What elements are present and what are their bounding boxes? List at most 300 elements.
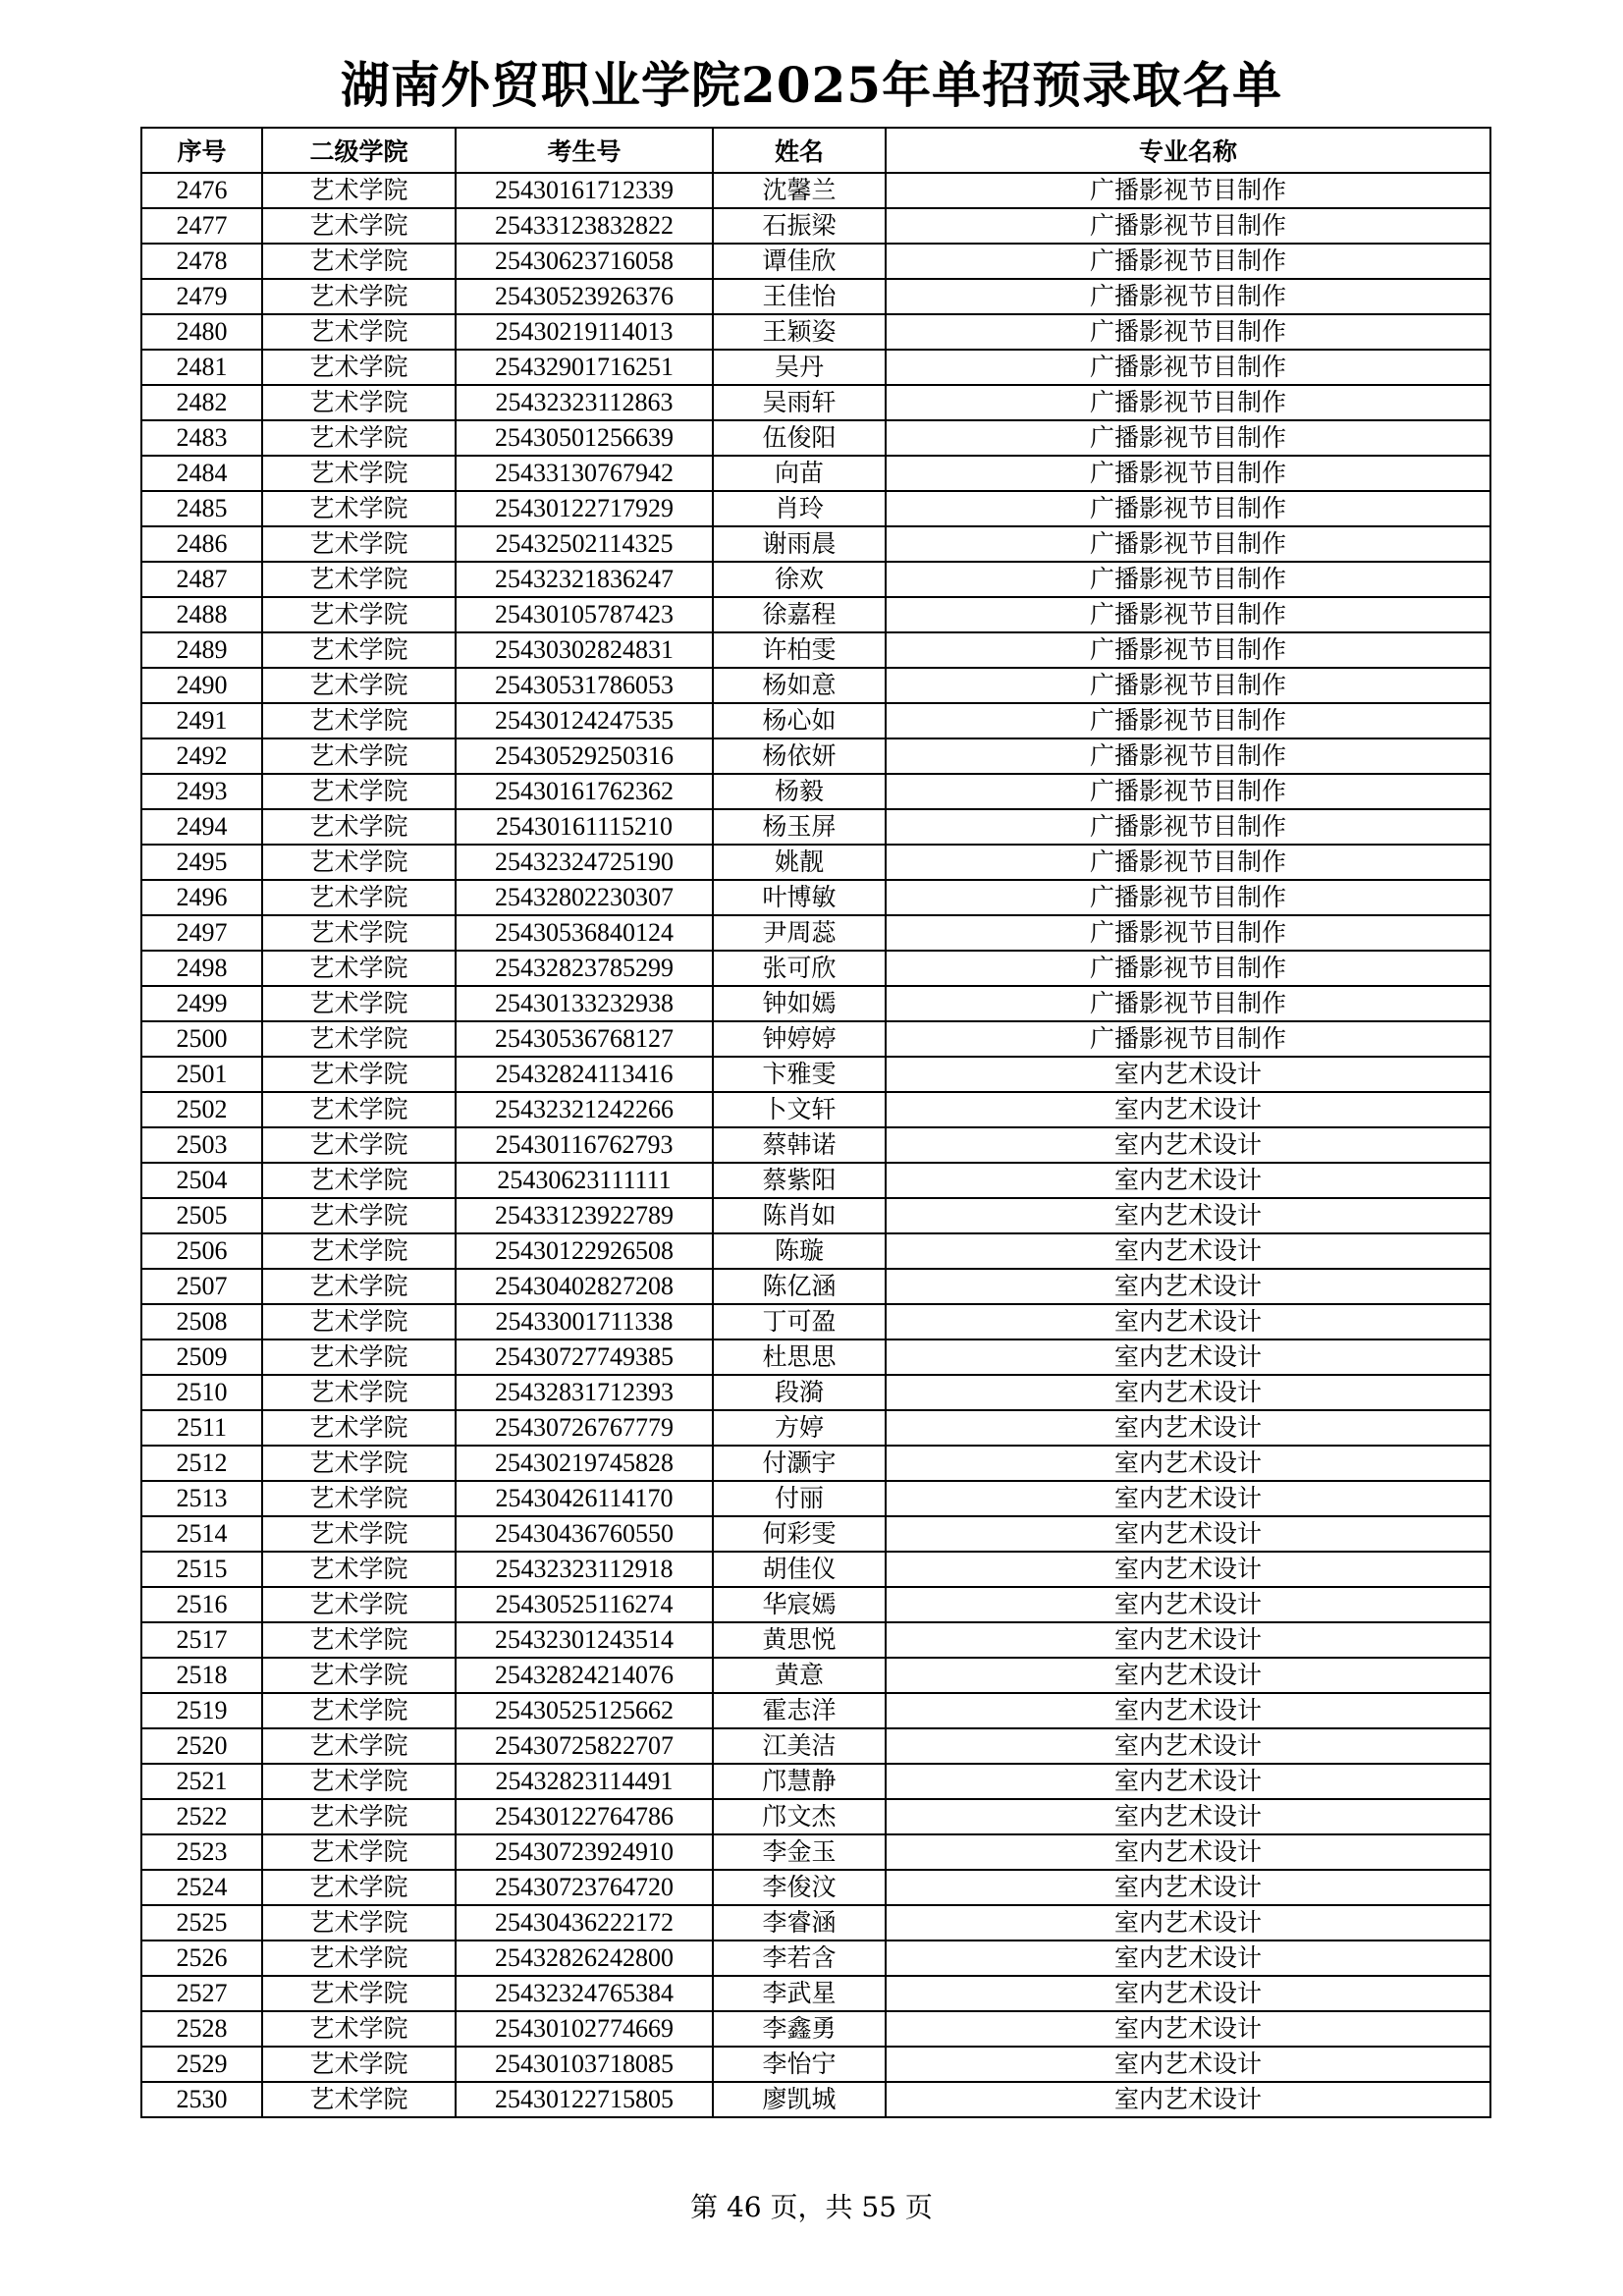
table-row	[141, 1446, 1490, 1481]
row-index: 2526	[141, 1941, 262, 1976]
row-exam-number: 25430161762362	[456, 774, 713, 809]
header-name: 姓名	[713, 128, 886, 173]
row-index: 2508	[141, 1304, 262, 1339]
table-row	[141, 951, 1490, 986]
row-index: 2520	[141, 1728, 262, 1764]
row-exam-number: 25432823114491	[456, 1764, 713, 1799]
row-index: 2519	[141, 1693, 262, 1728]
row-name: 廖凯城	[713, 2082, 886, 2117]
row-exam-number: 25430302824831	[456, 632, 713, 668]
row-exam-number: 25432823785299	[456, 951, 713, 986]
row-name: 黄思悦	[713, 1622, 886, 1658]
row-major: 广播影视节目制作	[886, 350, 1490, 385]
row-index: 2478	[141, 244, 262, 279]
table-row	[141, 632, 1490, 668]
row-index: 2496	[141, 880, 262, 915]
header-major: 专业名称	[886, 128, 1490, 173]
row-exam-number: 25430219745828	[456, 1446, 713, 1481]
row-index: 2483	[141, 420, 262, 456]
row-name: 邝慧静	[713, 1764, 886, 1799]
row-index: 2529	[141, 2047, 262, 2082]
row-major: 室内艺术设计	[886, 1834, 1490, 1870]
row-major: 室内艺术设计	[886, 1339, 1490, 1375]
row-major: 广播影视节目制作	[886, 173, 1490, 208]
row-index: 2505	[141, 1198, 262, 1233]
row-exam-number: 25430103718085	[456, 2047, 713, 2082]
row-major: 室内艺术设计	[886, 1587, 1490, 1622]
row-name: 方婷	[713, 1410, 886, 1446]
row-name: 杨玉屏	[713, 809, 886, 845]
row-index: 2484	[141, 456, 262, 491]
row-college: 艺术学院	[262, 1410, 456, 1446]
row-name: 杨心如	[713, 703, 886, 738]
row-exam-number: 25430529250316	[456, 738, 713, 774]
row-name: 徐欢	[713, 562, 886, 597]
row-exam-number: 25430402827208	[456, 1269, 713, 1304]
table-row	[141, 1304, 1490, 1339]
row-college: 艺术学院	[262, 1905, 456, 1941]
row-college: 艺术学院	[262, 1339, 456, 1375]
row-major: 广播影视节目制作	[886, 491, 1490, 526]
row-college: 艺术学院	[262, 738, 456, 774]
row-index: 2516	[141, 1587, 262, 1622]
table-body	[141, 173, 1490, 2117]
admission-table	[140, 127, 1491, 2118]
table-row	[141, 986, 1490, 1021]
row-college: 艺术学院	[262, 1304, 456, 1339]
row-exam-number: 25430161712339	[456, 173, 713, 208]
row-college: 艺术学院	[262, 1799, 456, 1834]
row-index: 2480	[141, 314, 262, 350]
row-college: 艺术学院	[262, 632, 456, 668]
row-college: 艺术学院	[262, 2047, 456, 2082]
header-college: 二级学院	[262, 128, 456, 173]
row-college: 艺术学院	[262, 1269, 456, 1304]
row-index: 2530	[141, 2082, 262, 2117]
row-major: 广播影视节目制作	[886, 668, 1490, 703]
row-major: 室内艺术设计	[886, 1269, 1490, 1304]
row-college: 艺术学院	[262, 1941, 456, 1976]
row-college: 艺术学院	[262, 1233, 456, 1269]
table-row	[141, 1976, 1490, 2011]
row-index: 2495	[141, 845, 262, 880]
table-row	[141, 208, 1490, 244]
row-major: 室内艺术设计	[886, 1410, 1490, 1446]
table-row	[141, 1552, 1490, 1587]
table-row	[141, 456, 1490, 491]
row-index: 2477	[141, 208, 262, 244]
row-index: 2517	[141, 1622, 262, 1658]
row-exam-number: 25430723764720	[456, 1870, 713, 1905]
table-row	[141, 1481, 1490, 1516]
row-college: 艺术学院	[262, 1057, 456, 1092]
row-index: 2503	[141, 1127, 262, 1163]
row-name: 谢雨晨	[713, 526, 886, 562]
row-major: 室内艺术设计	[886, 1057, 1490, 1092]
table-row	[141, 1799, 1490, 1834]
row-exam-number: 25430219114013	[456, 314, 713, 350]
row-college: 艺术学院	[262, 1127, 456, 1163]
row-index: 2492	[141, 738, 262, 774]
row-major: 室内艺术设计	[886, 1552, 1490, 1587]
row-index: 2476	[141, 173, 262, 208]
row-name: 李金玉	[713, 1834, 886, 1870]
row-name: 沈馨兰	[713, 173, 886, 208]
table-row	[141, 2047, 1490, 2082]
row-name: 许柏雯	[713, 632, 886, 668]
row-major: 室内艺术设计	[886, 2047, 1490, 2082]
row-exam-number: 25432831712393	[456, 1375, 713, 1410]
row-exam-number: 25432301243514	[456, 1622, 713, 1658]
row-major: 广播影视节目制作	[886, 279, 1490, 314]
row-exam-number: 25432324725190	[456, 845, 713, 880]
table-row	[141, 1233, 1490, 1269]
table-row	[141, 1057, 1490, 1092]
table-row	[141, 1127, 1490, 1163]
row-name: 华宸嫣	[713, 1587, 886, 1622]
row-name: 吴丹	[713, 350, 886, 385]
row-college: 艺术学院	[262, 1622, 456, 1658]
row-exam-number: 25430122926508	[456, 1233, 713, 1269]
row-major: 室内艺术设计	[886, 1905, 1490, 1941]
row-name: 杨如意	[713, 668, 886, 703]
row-exam-number: 25430122717929	[456, 491, 713, 526]
row-name: 李睿涵	[713, 1905, 886, 1941]
row-college: 艺术学院	[262, 1163, 456, 1198]
row-major: 室内艺术设计	[886, 1233, 1490, 1269]
table-row	[141, 1622, 1490, 1658]
row-exam-number: 25430436760550	[456, 1516, 713, 1552]
row-major: 室内艺术设计	[886, 1446, 1490, 1481]
row-major: 广播影视节目制作	[886, 845, 1490, 880]
row-college: 艺术学院	[262, 1764, 456, 1799]
table-row	[141, 1905, 1490, 1941]
row-name: 蔡韩诺	[713, 1127, 886, 1163]
row-exam-number: 25433123922789	[456, 1198, 713, 1233]
row-name: 邝文杰	[713, 1799, 886, 1834]
row-index: 2481	[141, 350, 262, 385]
row-exam-number: 25430623716058	[456, 244, 713, 279]
row-major: 广播影视节目制作	[886, 774, 1490, 809]
row-exam-number: 25430122764786	[456, 1799, 713, 1834]
row-college: 艺术学院	[262, 809, 456, 845]
row-major: 广播影视节目制作	[886, 526, 1490, 562]
row-major: 室内艺术设计	[886, 1304, 1490, 1339]
row-major: 广播影视节目制作	[886, 738, 1490, 774]
row-index: 2479	[141, 279, 262, 314]
row-name: 段漪	[713, 1375, 886, 1410]
row-major: 室内艺术设计	[886, 1163, 1490, 1198]
row-exam-number: 25430725822707	[456, 1728, 713, 1764]
row-index: 2514	[141, 1516, 262, 1552]
row-name: 李武星	[713, 1976, 886, 2011]
row-name: 陈璇	[713, 1233, 886, 1269]
row-index: 2501	[141, 1057, 262, 1092]
table-row	[141, 350, 1490, 385]
row-exam-number: 25430133232938	[456, 986, 713, 1021]
table-row	[141, 1728, 1490, 1764]
row-major: 室内艺术设计	[886, 1622, 1490, 1658]
row-exam-number: 25430426114170	[456, 1481, 713, 1516]
table-row	[141, 279, 1490, 314]
row-exam-number: 25430726767779	[456, 1410, 713, 1446]
row-major: 广播影视节目制作	[886, 385, 1490, 420]
row-college: 艺术学院	[262, 562, 456, 597]
row-exam-number: 25430122715805	[456, 2082, 713, 2117]
row-index: 2525	[141, 1905, 262, 1941]
table-header	[141, 128, 1490, 173]
row-index: 2489	[141, 632, 262, 668]
row-major: 室内艺术设计	[886, 1799, 1490, 1834]
row-index: 2512	[141, 1446, 262, 1481]
row-name: 霍志洋	[713, 1693, 886, 1728]
table-row	[141, 2011, 1490, 2047]
row-college: 艺术学院	[262, 456, 456, 491]
row-index: 2490	[141, 668, 262, 703]
row-college: 艺术学院	[262, 350, 456, 385]
table-row	[141, 1658, 1490, 1693]
row-index: 2486	[141, 526, 262, 562]
row-college: 艺术学院	[262, 208, 456, 244]
row-index: 2523	[141, 1834, 262, 1870]
row-index: 2528	[141, 2011, 262, 2047]
row-index: 2507	[141, 1269, 262, 1304]
row-index: 2506	[141, 1233, 262, 1269]
row-major: 广播影视节目制作	[886, 986, 1490, 1021]
row-exam-number: 25430501256639	[456, 420, 713, 456]
row-name: 伍俊阳	[713, 420, 886, 456]
row-major: 广播影视节目制作	[886, 915, 1490, 951]
table-row	[141, 314, 1490, 350]
row-college: 艺术学院	[262, 986, 456, 1021]
row-college: 艺术学院	[262, 845, 456, 880]
row-exam-number: 25432824214076	[456, 1658, 713, 1693]
table-row	[141, 420, 1490, 456]
row-college: 艺术学院	[262, 1870, 456, 1905]
row-major: 广播影视节目制作	[886, 314, 1490, 350]
table-row	[141, 1021, 1490, 1057]
row-index: 2487	[141, 562, 262, 597]
row-major: 广播影视节目制作	[886, 632, 1490, 668]
row-name: 付丽	[713, 1481, 886, 1516]
row-major: 室内艺术设计	[886, 1870, 1490, 1905]
row-college: 艺术学院	[262, 1658, 456, 1693]
row-major: 广播影视节目制作	[886, 244, 1490, 279]
row-college: 艺术学院	[262, 703, 456, 738]
row-index: 2482	[141, 385, 262, 420]
row-exam-number: 25432323112918	[456, 1552, 713, 1587]
row-exam-number: 25432826242800	[456, 1941, 713, 1976]
row-college: 艺术学院	[262, 1552, 456, 1587]
row-exam-number: 25430523926376	[456, 279, 713, 314]
row-college: 艺术学院	[262, 597, 456, 632]
row-name: 黄意	[713, 1658, 886, 1693]
table-row	[141, 2082, 1490, 2117]
row-major: 室内艺术设计	[886, 1481, 1490, 1516]
row-name: 杨依妍	[713, 738, 886, 774]
table-row	[141, 880, 1490, 915]
row-college: 艺术学院	[262, 526, 456, 562]
row-index: 2527	[141, 1976, 262, 2011]
row-exam-number: 25430102774669	[456, 2011, 713, 2047]
table-row	[141, 703, 1490, 738]
header-row	[141, 128, 1490, 173]
row-college: 艺术学院	[262, 2082, 456, 2117]
table-row	[141, 1339, 1490, 1375]
row-index: 2493	[141, 774, 262, 809]
row-name: 谭佳欣	[713, 244, 886, 279]
table-row	[141, 244, 1490, 279]
row-index: 2522	[141, 1799, 262, 1834]
row-major: 广播影视节目制作	[886, 880, 1490, 915]
table-row	[141, 1764, 1490, 1799]
row-college: 艺术学院	[262, 880, 456, 915]
row-name: 姚靓	[713, 845, 886, 880]
row-exam-number: 25430436222172	[456, 1905, 713, 1941]
row-major: 室内艺术设计	[886, 1764, 1490, 1799]
row-college: 艺术学院	[262, 668, 456, 703]
row-name: 叶博敏	[713, 880, 886, 915]
row-major: 室内艺术设计	[886, 2082, 1490, 2117]
row-name: 蔡紫阳	[713, 1163, 886, 1198]
row-name: 张可欣	[713, 951, 886, 986]
row-name: 何彩雯	[713, 1516, 886, 1552]
row-name: 李俊汶	[713, 1870, 886, 1905]
row-name: 陈亿涵	[713, 1269, 886, 1304]
row-name: 付灏宇	[713, 1446, 886, 1481]
row-index: 2521	[141, 1764, 262, 1799]
row-major: 广播影视节目制作	[886, 951, 1490, 986]
row-college: 艺术学院	[262, 1481, 456, 1516]
row-major: 室内艺术设计	[886, 1516, 1490, 1552]
table-row	[141, 597, 1490, 632]
row-name: 钟如嫣	[713, 986, 886, 1021]
table-row	[141, 1375, 1490, 1410]
table-row	[141, 1410, 1490, 1446]
row-college: 艺术学院	[262, 1693, 456, 1728]
row-index: 2497	[141, 915, 262, 951]
row-name: 钟婷婷	[713, 1021, 886, 1057]
row-index: 2499	[141, 986, 262, 1021]
row-index: 2518	[141, 1658, 262, 1693]
row-major: 室内艺术设计	[886, 1375, 1490, 1410]
row-index: 2524	[141, 1870, 262, 1905]
row-exam-number: 25432502114325	[456, 526, 713, 562]
table-row	[141, 1198, 1490, 1233]
row-exam-number: 25430161115210	[456, 809, 713, 845]
row-major: 室内艺术设计	[886, 1092, 1490, 1127]
row-college: 艺术学院	[262, 1516, 456, 1552]
row-name: 吴雨轩	[713, 385, 886, 420]
row-index: 2498	[141, 951, 262, 986]
row-college: 艺术学院	[262, 385, 456, 420]
row-major: 广播影视节目制作	[886, 456, 1490, 491]
row-name: 杨毅	[713, 774, 886, 809]
row-name: 李怡宁	[713, 2047, 886, 2082]
row-exam-number: 25432321242266	[456, 1092, 713, 1127]
table-row	[141, 915, 1490, 951]
row-exam-number: 25430525125662	[456, 1693, 713, 1728]
row-index: 2491	[141, 703, 262, 738]
row-exam-number: 25430536840124	[456, 915, 713, 951]
row-name: 王佳怡	[713, 279, 886, 314]
table-row	[141, 491, 1490, 526]
table-row	[141, 1163, 1490, 1198]
row-name: 胡佳仪	[713, 1552, 886, 1587]
row-name: 李若含	[713, 1941, 886, 1976]
row-name: 江美洁	[713, 1728, 886, 1764]
header-index: 序号	[141, 128, 262, 173]
row-index: 2494	[141, 809, 262, 845]
row-major: 室内艺术设计	[886, 1127, 1490, 1163]
table-row	[141, 809, 1490, 845]
row-college: 艺术学院	[262, 173, 456, 208]
row-college: 艺术学院	[262, 1446, 456, 1481]
row-exam-number: 25430124247535	[456, 703, 713, 738]
row-exam-number: 25430727749385	[456, 1339, 713, 1375]
row-college: 艺术学院	[262, 951, 456, 986]
row-major: 室内艺术设计	[886, 1976, 1490, 2011]
row-college: 艺术学院	[262, 420, 456, 456]
table-row	[141, 1870, 1490, 1905]
table-row	[141, 774, 1490, 809]
row-exam-number: 25430105787423	[456, 597, 713, 632]
row-name: 丁可盈	[713, 1304, 886, 1339]
row-college: 艺术学院	[262, 1092, 456, 1127]
table-row	[141, 1941, 1490, 1976]
row-college: 艺术学院	[262, 1976, 456, 2011]
row-name: 向苗	[713, 456, 886, 491]
row-index: 2502	[141, 1092, 262, 1127]
row-exam-number: 25430116762793	[456, 1127, 713, 1163]
row-exam-number: 25430531786053	[456, 668, 713, 703]
row-major: 室内艺术设计	[886, 2011, 1490, 2047]
table-row	[141, 526, 1490, 562]
row-college: 艺术学院	[262, 1728, 456, 1764]
row-name: 石振梁	[713, 208, 886, 244]
table-row	[141, 668, 1490, 703]
row-major: 广播影视节目制作	[886, 208, 1490, 244]
page-number: 第 46 页，共 55 页	[690, 2191, 933, 2223]
row-index: 2485	[141, 491, 262, 526]
row-index: 2511	[141, 1410, 262, 1446]
table-row	[141, 173, 1490, 208]
table-row	[141, 1516, 1490, 1552]
row-college: 艺术学院	[262, 774, 456, 809]
page-title: 湖南外贸职业学院2025年单招预录取名单	[340, 56, 1283, 114]
row-college: 艺术学院	[262, 279, 456, 314]
row-college: 艺术学院	[262, 915, 456, 951]
row-index: 2515	[141, 1552, 262, 1587]
row-exam-number: 25432901716251	[456, 350, 713, 385]
row-exam-number: 25432324765384	[456, 1976, 713, 2011]
row-exam-number: 25433001711338	[456, 1304, 713, 1339]
row-college: 艺术学院	[262, 1021, 456, 1057]
row-exam-number: 25433123832822	[456, 208, 713, 244]
row-exam-number: 25430623111111	[456, 1163, 713, 1198]
row-major: 广播影视节目制作	[886, 597, 1490, 632]
row-major: 广播影视节目制作	[886, 562, 1490, 597]
table-row	[141, 562, 1490, 597]
row-exam-number: 25432321836247	[456, 562, 713, 597]
row-exam-number: 25432323112863	[456, 385, 713, 420]
row-college: 艺术学院	[262, 314, 456, 350]
row-exam-number: 25432802230307	[456, 880, 713, 915]
row-exam-number: 25430536768127	[456, 1021, 713, 1057]
row-college: 艺术学院	[262, 491, 456, 526]
row-name: 王颖姿	[713, 314, 886, 350]
table-row	[141, 738, 1490, 774]
